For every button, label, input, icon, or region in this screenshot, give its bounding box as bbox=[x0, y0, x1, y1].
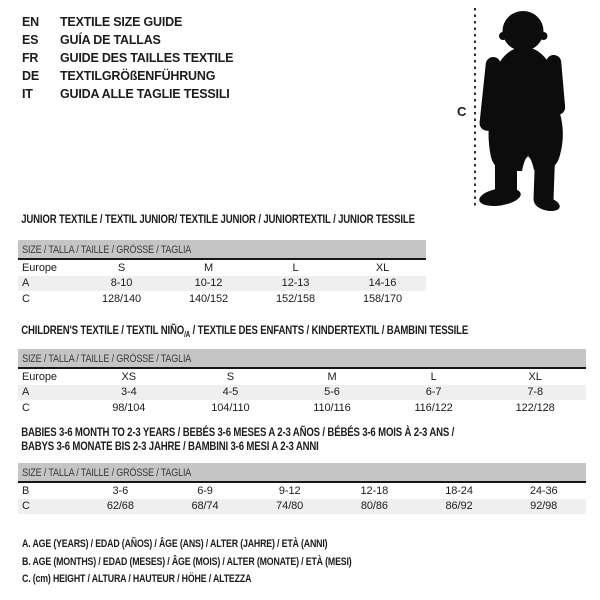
cell-value: 116/122 bbox=[414, 401, 453, 414]
cell-value: 110/116 bbox=[313, 401, 351, 414]
size-table-junior bbox=[18, 212, 426, 307]
language-row bbox=[22, 31, 233, 49]
language-list bbox=[22, 13, 233, 103]
cell-value: 80/86 bbox=[360, 500, 388, 513]
size-header-bar bbox=[18, 349, 586, 367]
table-row bbox=[18, 483, 586, 499]
cell-value: 62/68 bbox=[106, 500, 134, 513]
language-code: FR bbox=[22, 51, 39, 65]
size-table-babies bbox=[18, 425, 586, 514]
language-title: TEXTILE SIZE GUIDE bbox=[60, 15, 183, 29]
table-title-segment: JUNIOR TEXTILE / TEXTIL JUNIOR/ TEXTILE JUNIOR / JUNIORTEXTIL / JUNIOR TESSILE bbox=[21, 212, 415, 226]
row-label: A bbox=[22, 386, 30, 399]
table-row bbox=[18, 400, 586, 416]
cell-value: 158/170 bbox=[362, 292, 403, 305]
table-title bbox=[18, 425, 472, 453]
table-rows bbox=[18, 483, 586, 514]
cell-value: S bbox=[226, 370, 235, 383]
table-rows bbox=[18, 260, 426, 307]
language-title: GUÍA DE TALLAS bbox=[60, 33, 161, 47]
size-header-label: SIZE / TALLA / TAILLE / GRÖSSE / TAGLIA bbox=[22, 467, 192, 479]
cell-value: 18-24 bbox=[445, 484, 473, 497]
row-label: Europe bbox=[22, 370, 57, 383]
cell-value: 24-36 bbox=[529, 484, 558, 497]
table-title bbox=[18, 323, 472, 339]
table-row bbox=[18, 260, 426, 276]
cell-value: 140/152 bbox=[188, 292, 229, 305]
cell-value: 128/140 bbox=[101, 292, 142, 305]
cell-value: 92/98 bbox=[530, 500, 558, 513]
footnote-line: C. (cm) HEIGHT / ALTURA / HAUTEUR / HÖHE / ALTEZZA bbox=[22, 573, 252, 585]
language-code: ES bbox=[22, 33, 39, 47]
table-row bbox=[18, 369, 586, 385]
language-row bbox=[22, 49, 233, 67]
cell-value: XS bbox=[121, 370, 137, 383]
table-title-segment: /A bbox=[184, 330, 191, 339]
language-code: DE bbox=[22, 69, 39, 83]
cell-value: 6-9 bbox=[197, 484, 213, 497]
row-label: C bbox=[22, 500, 30, 513]
table-row bbox=[18, 276, 426, 292]
cell-value: 6-7 bbox=[425, 386, 442, 399]
cell-value: 7-8 bbox=[527, 386, 543, 399]
cell-value: S bbox=[117, 261, 126, 274]
cell-value: L bbox=[430, 370, 437, 383]
cell-value: 12-13 bbox=[281, 277, 310, 290]
table-title-segment: CHILDREN'S TEXTILE / TEXTIL NIÑO bbox=[21, 323, 185, 337]
language-row bbox=[22, 13, 233, 31]
language-row bbox=[22, 67, 233, 85]
size-header-bar bbox=[18, 463, 586, 481]
cell-value: 86/92 bbox=[445, 500, 473, 513]
row-label: Europe bbox=[22, 261, 57, 274]
cell-value: 104/110 bbox=[211, 401, 250, 414]
language-code: IT bbox=[22, 87, 33, 101]
size-header-label: SIZE / TALLA / TAILLE / GRÖSSE / TAGLIA bbox=[22, 244, 192, 256]
cell-value: 152/158 bbox=[275, 292, 316, 305]
cell-value: 4-5 bbox=[222, 386, 239, 399]
row-label: C bbox=[22, 292, 30, 305]
height-measure-line bbox=[474, 8, 476, 207]
size-header-bar bbox=[18, 240, 426, 258]
cell-value: XL bbox=[528, 370, 542, 383]
table-title bbox=[18, 212, 415, 226]
footnote-line: A. AGE (YEARS) / EDAD (AÑOS) / ÂGE (ANS) / ALTER (JAHRE) / ETÀ (ANNI) bbox=[22, 538, 328, 550]
table-title-segment: / TEXTILE DES ENFANTS / KINDERTEXTIL / BAMBINI TESSILE bbox=[190, 323, 469, 337]
cell-value: 122/128 bbox=[515, 401, 555, 414]
footnote-line: B. AGE (MONTHS) / EDAD (MESES) / ÂGE (MOIS) / ALTER (MONATE) / ETÀ (MESI) bbox=[22, 555, 352, 568]
row-label: B bbox=[22, 484, 30, 497]
cell-value: 12-18 bbox=[360, 484, 389, 497]
row-label: C bbox=[22, 401, 30, 414]
cell-value: 8-10 bbox=[110, 277, 133, 290]
table-title-segment: BABIES 3-6 MONTH TO 2-3 YEARS / BEBÉS 3-6 MESES A 2-3 AÑOS / BÉBÉS 3-6 MOIS À 2-3 ANS / bbox=[21, 425, 455, 439]
row-label: A bbox=[22, 277, 30, 290]
toddler-silhouette-icon bbox=[478, 7, 573, 211]
cell-value: 68/74 bbox=[191, 500, 219, 513]
table-title-segment: BABYS 3-6 MONATE BIS 2-3 JAHRE / BAMBINI 3-6 MESI A 2-3 ANNI bbox=[21, 439, 319, 453]
cell-value: M bbox=[203, 261, 214, 274]
cell-value: 5-6 bbox=[324, 386, 340, 399]
cell-value: XL bbox=[375, 261, 390, 274]
cell-value: L bbox=[292, 261, 299, 274]
language-title: TEXTILGRÖßENFÜHRUNG bbox=[60, 69, 216, 83]
language-code: EN bbox=[22, 15, 39, 29]
cell-value: 74/80 bbox=[276, 500, 304, 513]
cell-value: 10-12 bbox=[194, 277, 223, 290]
table-row bbox=[18, 385, 586, 401]
language-title: GUIDE DES TAILLES TEXTILE bbox=[60, 51, 234, 65]
cell-value: 98/104 bbox=[112, 401, 146, 414]
cell-value: 3-6 bbox=[112, 484, 129, 497]
cell-value: 9-12 bbox=[278, 484, 301, 497]
cell-value: 14-16 bbox=[368, 277, 397, 290]
table-rows bbox=[18, 369, 586, 416]
cell-value: M bbox=[327, 370, 337, 383]
language-row bbox=[22, 85, 233, 103]
table-row bbox=[18, 291, 426, 307]
size-header-label: SIZE / TALLA / TAILLE / GRÖSSE / TAGLIA bbox=[22, 353, 192, 365]
footnotes bbox=[22, 536, 434, 589]
size-table-children bbox=[18, 323, 586, 416]
cell-value: 3-4 bbox=[120, 386, 137, 399]
height-measure-label: C bbox=[457, 104, 467, 119]
table-row bbox=[18, 499, 586, 515]
language-title: GUIDA ALLE TAGLIE TESSILI bbox=[60, 87, 230, 101]
